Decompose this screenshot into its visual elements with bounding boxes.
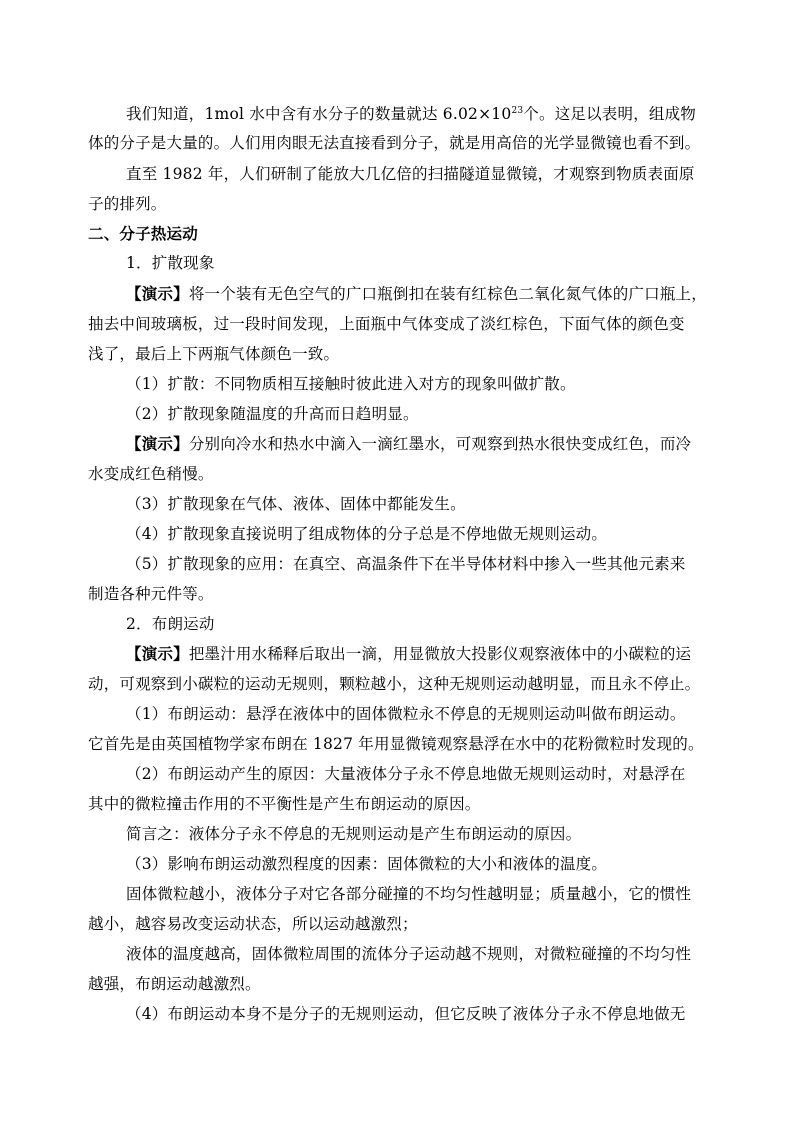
paragraph-line: 【演示】将一个装有无色空气的广口瓶倒扣在装有红棕色二氧化氮气体的广口瓶上，	[126, 284, 707, 303]
paragraph-line: 其中的微粒撞击作用的不平衡性是产生布朗运动的原因。	[88, 795, 481, 813]
demo-tag: 【演示】	[126, 434, 189, 453]
paragraph-line: 抽去中间玻璃板，过一段时间发现，上面瓶中气体变成了淡红棕色，下面气体的颜色变	[88, 315, 685, 333]
paragraph-line: 【演示】把墨汁用水稀释后取出一滴，用显微放大投影仪观察液体中的小碳粒的运	[126, 644, 692, 663]
paragraph-line: 它首先是由英国植物学家布朗在 1827 年用显微镜观察悬浮在水中的花粉微粒时发现的。	[88, 735, 704, 753]
paragraph-line: 浅了，最后上下两瓶气体颜色一致。	[88, 345, 340, 363]
list-item: （1）布朗运动：悬浮在液体中的固体微粒永不停息的无规则运动叫做布朗运动。	[126, 705, 686, 723]
list-item: （4）布朗运动本身不是分子的无规则运动，但它反映了液体分子永不停息地做无	[126, 1005, 686, 1023]
paragraph-line: 子的排列。	[88, 195, 167, 213]
subsection-heading: 2．布朗运动	[126, 615, 215, 633]
list-item: （5）扩散现象的应用：在真空、高温条件下在半导体材料中掺入一些其他元素来	[126, 555, 686, 573]
paragraph-line: 【演示】分别向冷水和热水中滴入一滴红墨水，可观察到热水很快变成红色，而冷	[126, 434, 692, 453]
paragraph-line: 我们知道，1mol 水中含有水分子的数量就达 $6.02\times 10^{23}$个。这足以表明，组成物	[126, 105, 696, 123]
paragraph-line: 体的分子是大量的。人们用肉眼无法直接看到分子，就是用高倍的光学显微镜也看不到。	[88, 134, 701, 152]
paragraph-line: 越强，布朗运动越激烈。	[88, 975, 261, 993]
list-item: （4）扩散现象直接说明了组成物体的分子总是不停地做无规则运动。	[126, 525, 608, 543]
paragraph-line: 制造各种元件等。	[88, 585, 214, 603]
demo-tag: 【演示】	[126, 644, 189, 663]
list-item: （1）扩散：不同物质相互接触时彼此进入对方的现象叫做扩散。	[126, 375, 576, 393]
demo-tag: 【演示】	[126, 284, 189, 303]
paragraph-line: 直至 1982 年，人们研制了能放大几亿倍的扫描隧道显微镜，才观察到物质表面原	[126, 165, 695, 183]
section-heading: 二、分子热运动	[88, 225, 198, 243]
list-item: （3）影响布朗运动激烈程度的因素：固体微粒的大小和液体的温度。	[126, 855, 608, 873]
paragraph-line: 动，可观察到小碳粒的运动无规则，颗粒越小，这种无规则运动越明显，而且永不停止。	[88, 675, 701, 693]
list-item: （2）扩散现象随温度的升高而日趋明显。	[126, 405, 419, 423]
paragraph-line: 液体的温度越高，固体微粒周围的流体分子运动越不规则，对微粒碰撞的不均匀性	[126, 945, 692, 963]
paragraph-line: 简言之：液体分子永不停息的无规则运动是产生布朗运动的原因。	[126, 825, 582, 843]
paragraph-line: 水变成红色稍慢。	[88, 465, 214, 483]
list-item: （2）布朗运动产生的原因：大量液体分子永不停息地做无规则运动时，对悬浮在	[126, 765, 686, 783]
paragraph-line: 越小，越容易改变运动状态，所以运动越激烈；	[88, 915, 418, 933]
list-item: （3）扩散现象在气体、液体、固体中都能发生。	[126, 495, 466, 513]
subsection-heading: 1．扩散现象	[126, 254, 215, 272]
paragraph-line: 固体微粒越小，液体分子对它各部分碰撞的不均匀性越明显；质量越小，它的惯性	[126, 885, 692, 903]
